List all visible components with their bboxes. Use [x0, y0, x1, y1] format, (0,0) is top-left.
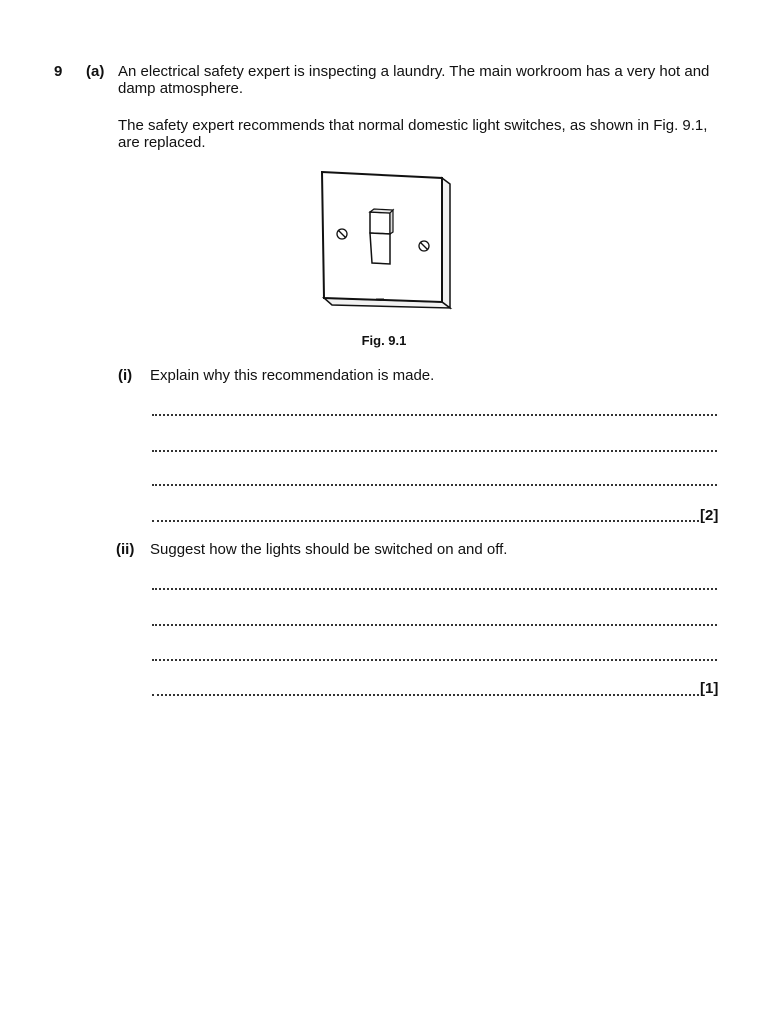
- sub-question-ii-label: (ii): [116, 541, 135, 558]
- answer-line[interactable]: [152, 508, 699, 522]
- mark-value: [2]: [700, 507, 719, 524]
- sub-question-i-label: (i): [118, 367, 133, 384]
- question-paragraph-2: The safety expert recommends that normal domestic light switches, as shown in Fig. 9.1, are replaced.: [118, 117, 708, 151]
- answer-line[interactable]: [152, 612, 717, 626]
- answer-line[interactable]: [152, 576, 717, 590]
- answer-line[interactable]: [152, 438, 717, 452]
- answer-line[interactable]: [152, 402, 717, 416]
- mark-value: [1]: [700, 680, 719, 697]
- light-switch-figure: [318, 168, 454, 310]
- answer-line[interactable]: [152, 472, 717, 486]
- sub-question-ii-text: Suggest how the lights should be switched on and off.: [150, 541, 508, 558]
- answer-line[interactable]: [152, 647, 717, 661]
- light-switch-icon: [318, 168, 454, 310]
- mark-allocation: [700, 680, 718, 697]
- question-part-label: (a): [86, 63, 105, 80]
- figure-caption: Fig. 9.1: [361, 333, 407, 348]
- answer-line[interactable]: [152, 682, 699, 696]
- question-paragraph-1: An electrical safety expert is inspecting a laundry. The main workroom has a very hot and damp atmosphere.: [118, 63, 710, 97]
- sub-question-i-text: Explain why this recommendation is made.: [150, 367, 435, 384]
- question-number: 9: [54, 63, 63, 80]
- mark-allocation: [700, 507, 718, 524]
